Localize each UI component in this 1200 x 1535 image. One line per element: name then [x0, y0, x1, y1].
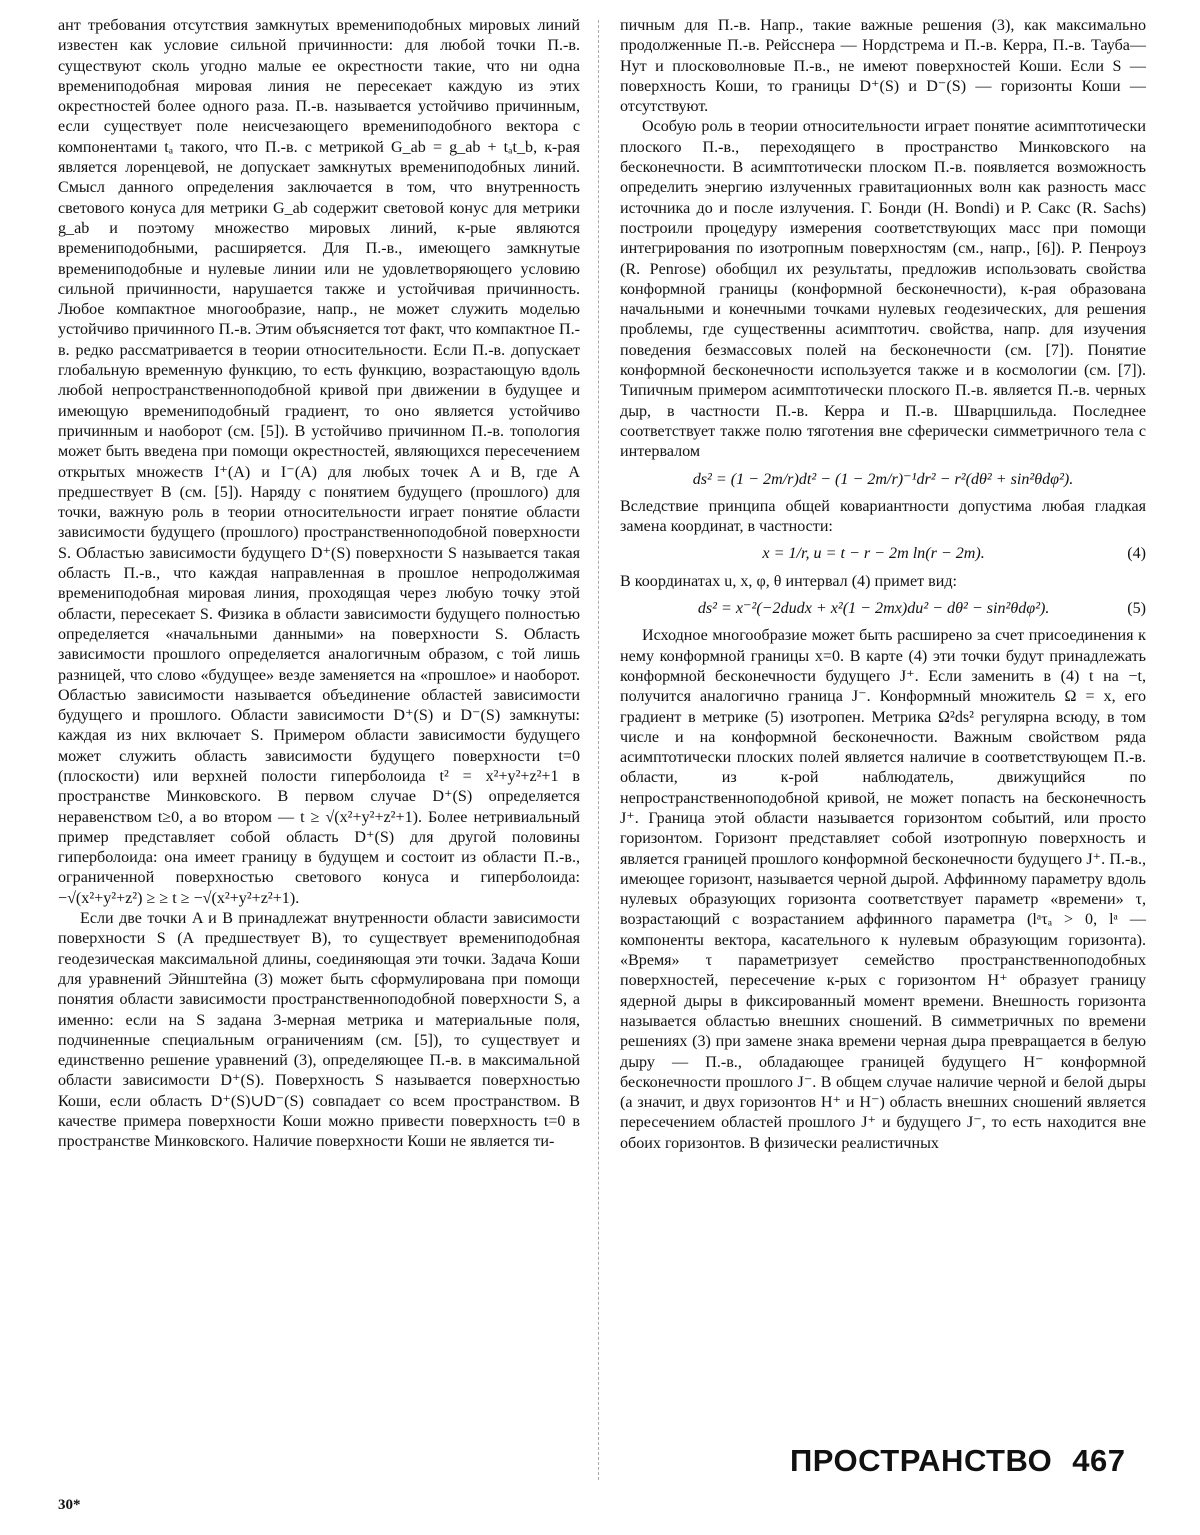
- right-paragraph-1: пичным для П.-в. Напр., такие важные решения (3), как максимально продолженные П.-в. Рейсснера — Нордстрема и П.-в. Керра, П.-в. Тауба—Нут и плосковолновые П.-в., не имеют поверхностей Коши. Если S — поверхность Коши, то границы D⁺(S) и D⁻(S) — горизонты Коши — отсутствуют.: [620, 17, 1146, 116]
- equation-schwarzschild: ds² = (1 − 2m/r)dt² − (1 − 2m/r)⁻¹dr² − r²(dθ² + sin²θdφ²).: [692, 470, 1074, 488]
- page-number: 467: [1072, 1443, 1126, 1478]
- equation-4-body: x = 1/r, u = t − r − 2m ln(r − 2m).: [762, 545, 985, 563]
- left-column: [58, 16, 580, 1153]
- signature-mark: 30*: [58, 1497, 81, 1513]
- equation-4: [620, 544, 1146, 564]
- column-divider: [598, 20, 599, 1480]
- equation-5: [620, 599, 1146, 619]
- right-paragraph-5: Исходное многообразие может быть расширено за счет присоединения к нему конформной границы x=0. В карте (4) эти точки будут принадлежать конформной бесконечности будущего J⁺. Если заменить в (4) t на −t, получится аналогично граница J⁻. Конформный множитель Ω = x, его градиент в метрике (5) изотропен. Метрика Ω²ds² регулярна всюду, в том числе и на конформной бесконечности. Важным свойством ряда асимптотически плоских полей является наличие в соответствующем П.-в. области, из к-рой наблюдатель, движущийся по непространственноподобной кривой, не может попасть на бесконечность J⁺. Граница этой области называется горизонтом событий, или просто горизонтом. Горизонт представляет собой изотропную поверхность и является границей прошлого конформной бесконечности будущего J⁺. П.-в., имеющее горизонт, называется черной дырой. Аффинному параметру вдоль нулевых образующих горизонта соответствует параметр «времени» τ, возрастающий с возрастанием аффинного параметра (lᵃτₐ > 0, lᵃ — компоненты вектора, касательного к нулевым образующим горизонта). «Время» τ параметризует семейство пространственноподобных поверхностей, пересечение к-рых с горизонтом H⁺ образует границу ядерной дыры в фиксированный момент времени. Внешность горизонта называется областью внешних сношений. В симметричных по времени решениях (3) при замене знака времени черная дыра превращается в белую дыру — П.-в., обладающее границей будущего H⁻ конформной бесконечности прошлого J⁻. В общем случае наличие черной и белой дыры (а значит, и двух горизонтов H⁺ и H⁻) область внешних сношений является пересечением областей прошлого J⁺ и будущего J⁻, то есть находится вне обоих горизонтов. В физически реалистичных: [620, 627, 1146, 1152]
- left-paragraph-2: Если две точки A и B принадлежат внутренности области зависимости поверхности S (A предшествует B), то существует времениподобная геодезическая максимальной длины, соединяющая эти точки. Задача Коши для уравнений Эйнштейна (3) может быть сформулирована при помощи понятия области зависимости пространственноподобной поверхности S, а именно: если на S задана 3-мерная метрика и материальные поля, подчиненные специальным ограничениям (см. [5]), то существует и единственно решение уравнений (3), определяющее П.-в. в максимальной области зависимости D⁺(S). Поверхность S называется поверхностью Коши, если область D⁺(S)∪D⁻(S) совпадает со всем пространством. В качестве примера поверхности Коши можно привести поверхность t=0 в пространстве Минковского. Наличие поверхности Коши не является ти-: [58, 910, 580, 1151]
- left-paragraph-1: ант требования отсутствия замкнутых времениподобных мировых линий известен как условие сильной причинности: для любой точки П.-в. существуют сколь угодно малые ее окрестности такие, что ни одна времениподобная мировая линия не пересекает каждую из этих окрестностей более одного раза. П.-в. называется устойчиво причинным, если существует поле неисчезающего времениподобного вектора с компонентами tₐ такого, что П.-в. с метрикой G_ab = g_ab + tₐt_b, к-рая является лоренцевой, не допускает замкнутых времениподобных линий. Смысл данного определения заключается в том, что внутренность светового конуса для метрики G_ab содержит световой конус для метрики g_ab и поэтому множество мировых линий, к-рые являются времениподобными, расширяется. Для П.-в., имеющего замкнутые времениподобные и нулевые линии или не удовлетворяющего условию сильной причинности, нарушается также и устойчивая причинность. Любое компактное многообразие, напр., не может служить моделью устойчиво причинного П.-в. Этим объясняется тот факт, что компактное П.-в. редко рассматривается в теории относительности. Если П.-в. допускает глобальную временную функцию, то есть функцию, возрастающую вдоль любой непространственноподобной кривой при движении в будущее и имеющую времениподобный градиент, то оно является устойчиво причинным и наоборот (см. [5]). В устойчиво причинном П.-в. топология может быть введена при помощи окрестностей, являющихся пересечением открытых множеств I⁺(A) и I⁻(A) для любых точек A и B, где A предшествует B (см. [5]). Наряду с понятием будущего (прошлого) для точки, важную роль в теории относительности играет понятие области зависимости будущего (прошлого) пространственноподобной поверхности S. Областью зависимости будущего D⁺(S) поверхности S называется такая область П.-в., что каждая направленная в прошлое непродолжимая времениподобная мировая линия, проходящая через любую точку этой области, пересекает S. Физика в области зависимости будущего полностью определяется «начальными данными» на поверхности S. Область зависимости прошлого определяется аналогичным образом, с той лишь разницей, что слово «будущее» везде заменяется на «прошлое» и наоборот. Областью зависимости называется объединение областей зависимости будущего и прошлого. Области зависимости D⁺(S) и D⁻(S) замкнуты: каждая из них включает S. Примером области зависимости будущего может служить область зависимости будущего поверхности t=0 (плоскости) или верхней полости гиперболоида t² = x²+y²+z²+1 в пространстве Минковского. В первом случае D⁺(S) определяется неравенством t≥0, а во втором — t ≥ √(x²+y²+z²+1). Более нетривиальный пример представляет собой область D⁺(S) для другой половины гиперболоида: она имеет границу в будущем и состоит из области П.-в., ограниченной поверхностью светового конуса и гиперболоида: −√(x²+y²+z²) ≥ ≥ t ≥ −√(x²+y²+z²+1).: [58, 17, 580, 907]
- equation-4-number: (4): [1127, 545, 1146, 563]
- right-paragraph-4: В координатах u, x, φ, θ интервал (4) примет вид:: [620, 572, 958, 590]
- right-column: [620, 16, 1146, 1154]
- right-paragraph-3: Вследствие принципа общей ковариантности допустима любая гладкая замена координат, в частности:: [620, 497, 1146, 536]
- equation-5-body: ds² = x⁻²(−2dudx + x²(1 − 2mx)du² − dθ² − sin²θdφ²).: [697, 600, 1050, 618]
- running-footer: [790, 1443, 1125, 1479]
- equation-5-number: (5): [1127, 600, 1146, 618]
- right-paragraph-2: Особую роль в теории относительности играет понятие асимптотически плоского П.-в., переходящего в пространство Минковского на бесконечности. В асимптотически плоском П.-в. появляется возможность определить энергию излученных гравитационных волн как разность масс источника до и после излучения. Г. Бонди (H. Bondi) и Р. Сакс (R. Sachs) построили процедуру измерения соответствующих масс при помощи интегрирования по изотропным поверхностям (см., напр., [6]). Р. Пенроуз (R. Penrose) обобщил их результаты, предложив использовать свойства конформной границы (конформной бесконечности), к-рая образована начальными и конечными точками нулевых геодезических, для решения проблемы, где существенны асимптотич. свойства, напр. для изучения поведения безмассовых полей на бесконечности (см. [7]). Понятие конформной бесконечности используется также и в космологии (см. [7]). Типичным примером асимптотически плоского П.-в. является П.-в. черных дыр, в частности П.-в. Керра и П.-в. Шварцшильда. Последнее соответствует также полю тяготения вне сферически симметричного тела с интервалом: [620, 118, 1146, 461]
- footer-title: ПРОСТРАНСТВО: [790, 1443, 1053, 1478]
